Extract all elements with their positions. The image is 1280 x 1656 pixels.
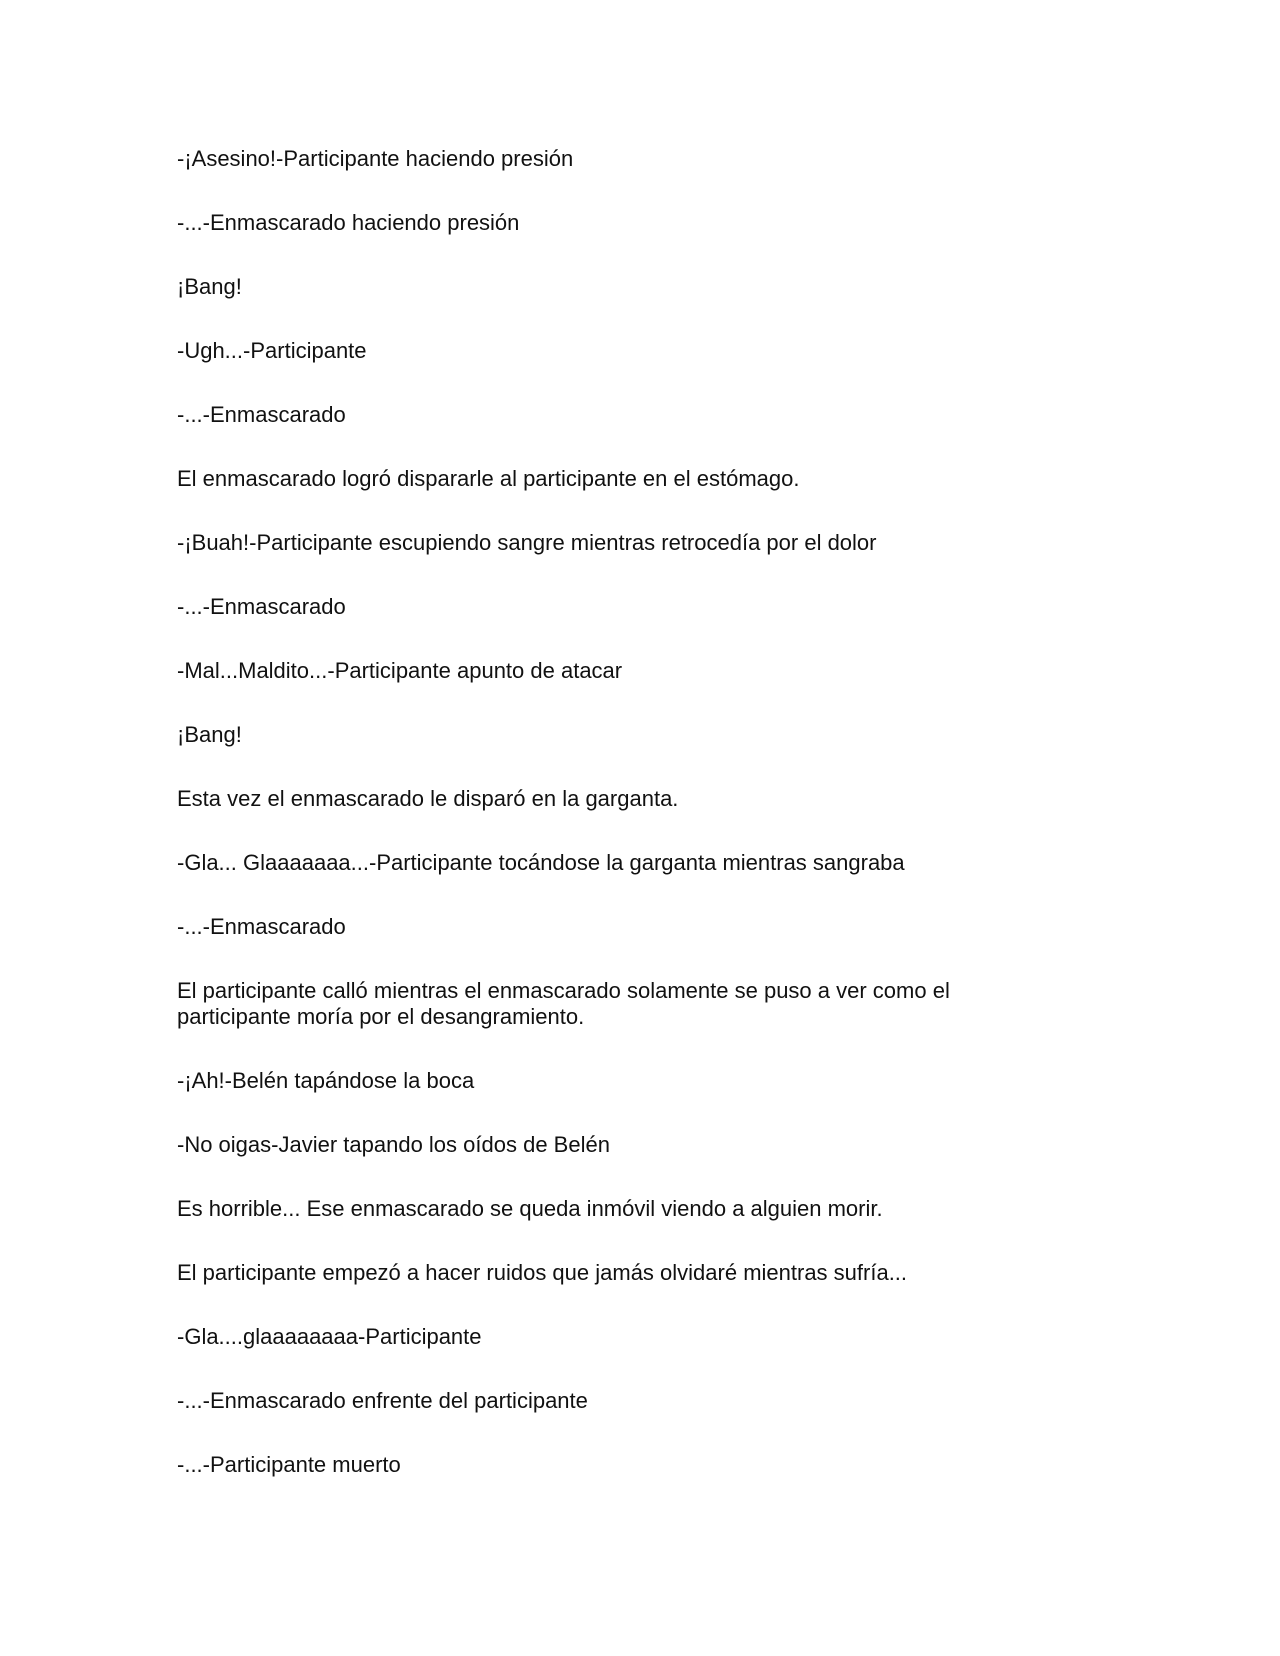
dialogue-line: -...-Enmascarado haciendo presión <box>177 210 520 235</box>
sound-effect-line: ¡Bang! <box>177 274 242 299</box>
dialogue-line: -...-Enmascarado <box>177 914 346 939</box>
sound-effect-line: ¡Bang! <box>177 722 242 747</box>
dialogue-line: -¡Asesino!-Participante haciendo presión <box>177 146 574 171</box>
dialogue-line: -Gla....glaaaaaaaa-Participante <box>177 1324 482 1349</box>
narration-paragraph: El participante calló mientras el enmascarado solamente se puso a ver como el participante moría por el desangramiento. <box>177 978 950 1029</box>
dialogue-line: -¡Ah!-Belén tapándose la boca <box>177 1068 475 1093</box>
dialogue-line: -No oigas-Javier tapando los oídos de Belén <box>177 1132 610 1157</box>
narration-paragraph: El enmascarado logró dispararle al participante en el estómago. <box>177 466 800 491</box>
dialogue-line: -...-Enmascarado <box>177 594 346 619</box>
dialogue-line: -Ugh...-Participante <box>177 338 367 363</box>
document-body <box>177 146 1037 1516</box>
dialogue-line: -¡Buah!-Participante escupiendo sangre mientras retrocedía por el dolor <box>177 530 877 555</box>
narration-paragraph: Es horrible... Ese enmascarado se queda inmóvil viendo a alguien morir. <box>177 1196 883 1221</box>
dialogue-line: -...-Enmascarado enfrente del participante <box>177 1388 588 1413</box>
dialogue-line: -Gla... Glaaaaaaa...-Participante tocándose la garganta mientras sangraba <box>177 850 905 875</box>
narration-paragraph: Esta vez el enmascarado le disparó en la garganta. <box>177 786 679 811</box>
dialogue-line: -...-Enmascarado <box>177 402 346 427</box>
narration-paragraph: El participante empezó a hacer ruidos que jamás olvidaré mientras sufría... <box>177 1260 908 1285</box>
dialogue-line: -...-Participante muerto <box>177 1452 401 1477</box>
dialogue-line: -Mal...Maldito...-Participante apunto de atacar <box>177 658 623 683</box>
